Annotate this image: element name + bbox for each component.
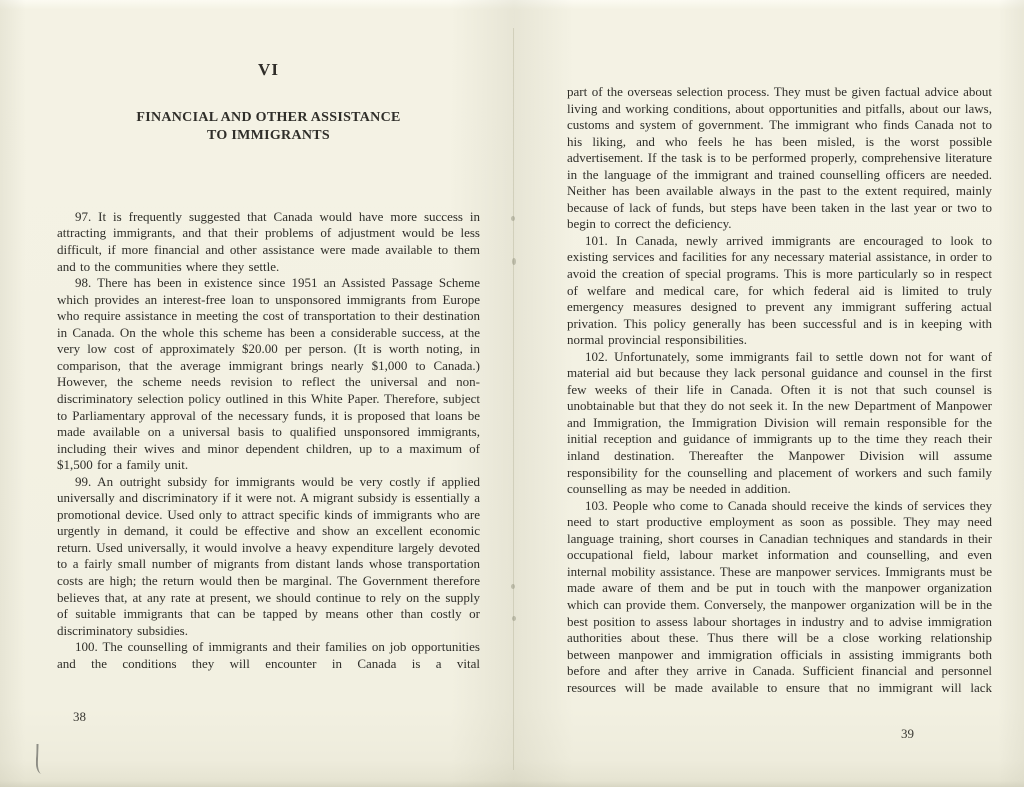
page-right [567, 84, 992, 696]
paragraph-97: 97. It is frequently suggested that Canada would have more success in attracting immigrants, and that their problems of adjustment would be less difficult, if more financial and other assistance were made available to them and to the communities where they settle. [57, 208, 480, 274]
paragraph-100-start: 100. The counselling of immigrants and their families on job opportunities and the conditions they will encounter in Canada is a vital [57, 639, 480, 671]
chapter-title-line2: TO IMMIGRANTS [206, 128, 331, 144]
chapter-title [57, 109, 480, 146]
left-page-body [57, 209, 480, 672]
paragraph-98: 98. There has been in existence since 1951 an Assisted Passage Scheme which provides an interest-free loan to unsponsored immigrants from Europe who require assistance in meeting the cost of transportation to their destination in Canada. On the whole this scheme has been a considerable success, at the very low cost of approximately $20.00 per person. (It is worth noting, in comparison, that the average immigrant brings nearly $1,000 to Canada.) However, the scheme needs revision to reflect the universal and non-discriminatory selection policy outlined in this White Paper. Therefore, subject to Parliamentary approval of the necessary funds, it is proposed that loans be made available on a universal basis to qualified unsponsored immigrants, including their wives and minor dependent children, up to a maximum of $1,500 for a family unit. [57, 275, 480, 473]
page-number-left: 38 [73, 709, 86, 724]
scan-speck [511, 584, 515, 589]
scan-mark [35, 744, 45, 774]
page-number-right: 39 [901, 726, 914, 741]
page-left [57, 60, 480, 672]
chapter-number: VI [258, 60, 279, 79]
scan-speck [511, 216, 515, 221]
paragraph-101: 101. In Canada, newly arrived immigrants are encouraged to look to existing services and facilities for any necessary material assistance, in order to avoid the creation of special programs. This is more particularly so in respect of welfare and medical care, for which federal aid is limited to truly emergency measures designed to prevent any immigrant suffering actual privation. This policy generally has been successful and is in keeping with normal provincial responsibilities. [567, 232, 992, 348]
paragraph-102: 102. Unfortunately, some immigrants fail to settle down not for want of material aid but because they lack personal guidance and counsel in the first few weeks of their life in Canada. Often it is not that such counsel is unobtainable but that they do not seek it. In the new Department of Manpower and Immigration, the Immigration Division will remain responsible for the initial reception and guidance of immigrants up to the time they reach their inland destination. Thereafter the Manpower Division will assume responsibility for the counselling and placement of workers and such family counselling as may be needed in addition. [567, 348, 992, 497]
spine-crease [513, 28, 514, 770]
paragraph-100-continued: part of the overseas selection process. They must be given factual advice about living and working conditions, about opportunities and pitfalls, about our laws, customs and system of government. The immigrant who finds Canada not to his liking, and who feels he has been misled, is the worst possible advertisement. If the task is to be performed properly, comprehensive literature in the language of the immigrant and trained counselling officers are needed. Neither has been available always in the past to the extent required, mainly because of lack of funds, but steps have been taken in the last year or two to begin to correct the deficiency. [567, 84, 992, 232]
paragraph-103: 103. People who come to Canada should receive the kinds of services they need to start productive employment as soon as possible. They may need language training, short courses in Canadian techniques and standards in their occupational field, labour market information and counselling, and even internal mobility assistance. These are manpower services. Immigrants must be made aware of them and be put in touch with the manpower organization which can provide them. Conversely, the manpower organization will be in the best position to assess labour shortages in industry and to advise immigration authorities about these. Thus there will be a close working relationship between manpower and immigration officials in assisting immigrants both before and after they arrive in Canada. Sufficient financial and personnel resources will be made available to ensure that no immigrant will lack [567, 497, 992, 695]
scan-speck [512, 616, 516, 621]
scan-speck [512, 258, 516, 265]
right-page-body [567, 84, 992, 696]
paragraph-99: 99. An outright subsidy for immigrants would be very costly if applied universally and discriminatory if it were not. A migrant subsidy is essentially a promotional device. Used only to attract specific kinds of immigrants who are urgently in demand, it could be effective and show an excellent economic return. Used universally, it would involve a heavy expenditure largely devoted to a fairly small number of migrants from distant lands whose transportation costs are high; the return would then be marginal. The Government therefore believes that, at any rate at present, we should continue to rely on the supply of suitable immigrants that can be tapped by means other than costly or discriminatory subsidies. [57, 473, 480, 638]
chapter-title-line1: FINANCIAL AND OTHER ASSISTANCE [136, 110, 401, 125]
